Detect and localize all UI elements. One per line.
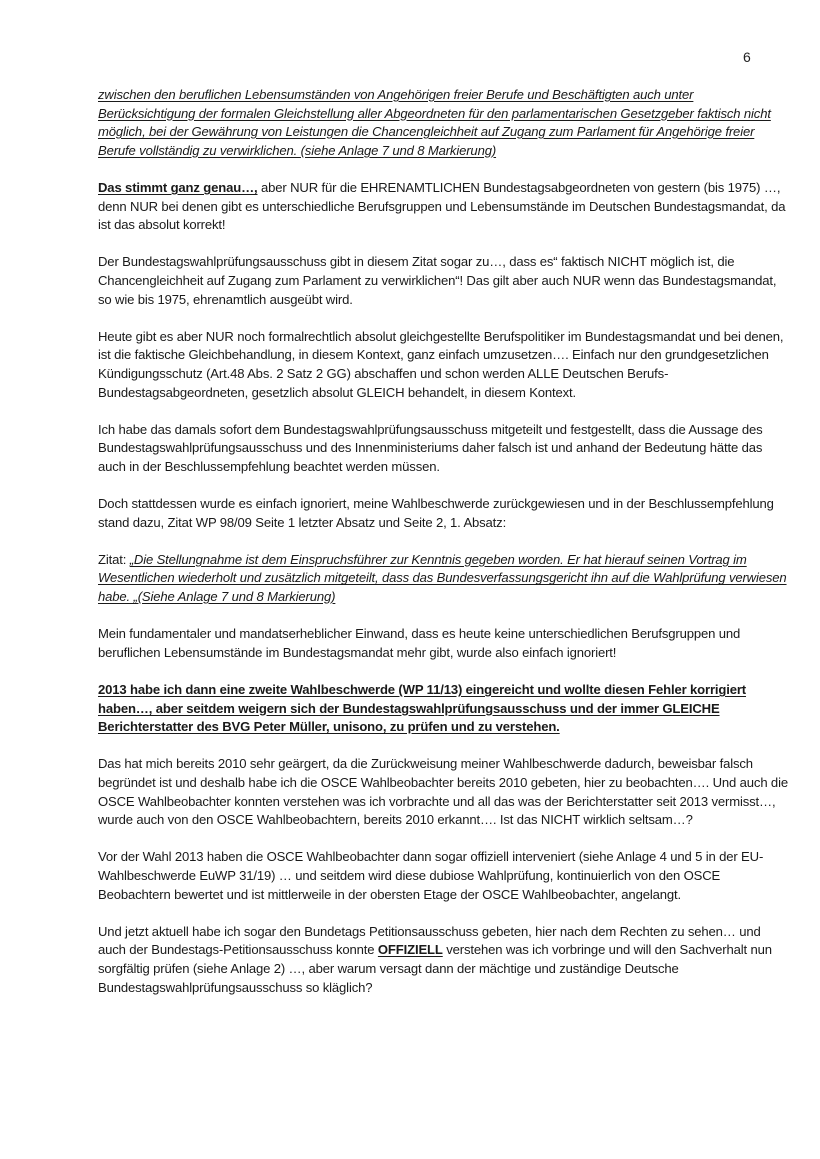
paragraph-text: aber NUR für die EHRENAMTLICHEN Bundestagsabgeordneten von gestern (bis 1975) …, denn NUR bei denen gibt es unterschiedliche Berufsgruppen und Lebensumstände im Deutschen Bundestagsmandat, da ist das absolut korrekt! bbox=[98, 179, 786, 233]
paragraph-heute: Heute gibt es aber NUR noch formalrechtlich absolut gleichgestellte Berufspolitiker im Bundestagsmandat und bei denen, ist die faktische Gleichbehandlung, in diesem Kontext, ganz einfach umzusetzen…. Einfach nur den grundgesetzlichen Kündigungsschutz (Art.48 Abs. 2 Satz 2 GG) abschaffen und schon werden ALLE Deutschen Berufs-Bundestagsabgeordneten, gesetzlich absolut GLEICH behandelt, in diesem Kontext. bbox=[98, 328, 784, 400]
paragraph-text: Und jetzt aktuell habe ich sogar den Bundetags Petitionsausschuss gebeten, hier nach dem Rechten zu sehen… und auch der Bundestags-Petitionsausschuss konnte bbox=[98, 923, 761, 958]
paragraph-osce-2013: Vor der Wahl 2013 haben die OSCE Wahlbeobachter dann sogar offiziell interveniert (siehe Anlage 4 und 5 in der EU- Wahlbeschwerde EuWP 31/19) … und seitdem wird diese dubiose Wahlprüfung, kontinuierlich von den OSCE Beobachtern bewertet und ist mittlerweile in der obersten Etage der OSCE Wahlbeobachter, angelangt. bbox=[98, 849, 764, 902]
emphasis-block: 2013 habe ich dann eine zweite Wahlbeschwerde (WP 11/13) eingereicht und wollte diesen Fehler korrigiert haben…, aber seitdem weigern sich der Bundestagswahlprüfungsausschuss und der immer GLEICHE Berichterstatter des BVG Peter Müller, unisono, zu prüfen und zu verstehen. bbox=[98, 682, 747, 735]
document-body bbox=[98, 86, 788, 1016]
paragraph-mitgeteilt: Ich habe das damals sofort dem Bundestagswahlprüfungsausschuss mitgeteilt und festgestellt, dass die Aussage des Bundestagswahlprüfungsausschuss und des Innenministeriums daher falsch ist und anhand der Bedeutung hätte das auch in der Beschlussempfehlung beachtet werden müssen. bbox=[98, 421, 763, 474]
paragraph-das-stimmt bbox=[98, 179, 788, 235]
emphasis-lead: Das stimmt ganz genau…, bbox=[98, 179, 258, 195]
paragraph-quote-continuation bbox=[98, 86, 788, 160]
underlined-quote: „Die Stellungnahme ist dem Einspruchsführer zur Kenntnis gegeben worden. Er hat hierauf seinen Vortrag im Wesentlichen wiederholt und zusätzlich mitgeteilt, dass das Bundesverfassungsgericht ihn auf die Wahlprüfung verwiesen habe. „(Siehe Anlage 7 und 8 Markierung) bbox=[98, 551, 787, 605]
paragraph-text: verstehen was ich vorbringe und will den Sachverhalt nun sorgfältig prüfen (siehe Anlage 2) …, aber warum versagt dann der mächtige und zuständige Deutsche Bundestagswahlprüfungsausschuss so kläglich? bbox=[98, 942, 772, 995]
underlined-quote: zwischen den beruflichen Lebensumständen von Angehörigen freier Berufe und Beschäftigten auch unter Berücksichtigung der formalen Gleichstellung aller Abgeordneten für den parlamentarischen Gesetzgeber faktisch nicht möglich, bei der Gewährung von Leistungen die Chancengleichheit auf Zugang zum Parlament für Angehörige freier Berufe vollständig zu verwirklichen. (siehe Anlage 7 und 8 Markierung) bbox=[98, 87, 771, 158]
paragraph-ignoriert: Doch stattdessen wurde es einfach ignoriert, meine Wahlbeschwerde zurückgewiesen und in der Beschlussempfehlung stand dazu, Zitat WP 98/09 Seite 1 letzter Absatz und Seite 2, 1. Absatz: bbox=[98, 496, 774, 530]
paragraph-zitat bbox=[98, 551, 788, 607]
paragraph-ausschuss-zitat: Der Bundestagswahlprüfungsausschuss gibt in diesem Zitat sogar zu…, dass es“ faktisch NICHT möglich ist, die Chancengleichheit auf Zugang zum Parlament zu verwirklichen“! Das gilt aber auch NUR wenn das Bundestagsmandat, so wie bis 1975, ehrenamtlich ausgeübt wird. bbox=[98, 254, 777, 307]
emphasis-offiziell: OFFIZIELL bbox=[377, 942, 443, 958]
page-number: 6 bbox=[743, 49, 751, 65]
zitat-label: Zitat: bbox=[98, 551, 130, 567]
paragraph-einwand: Mein fundamentaler und mandatserheblicher Einwand, dass es heute keine unterschiedlichen Berufsgruppen und beruflichen Lebensumstände im Bundestagsmandat mehr gibt, wurde also einfach ignoriert! bbox=[98, 626, 741, 660]
paragraph-petitionsausschuss bbox=[98, 923, 788, 997]
paragraph-2013 bbox=[98, 681, 788, 737]
paragraph-osce-2010: Das hat mich bereits 2010 sehr geärgert, da die Zurückweisung meiner Wahlbeschwerde dadurch, beweisbar falsch begründet ist und deshalb habe ich die OSCE Wahlbeobachter bereits 2010 gebeten, hier zu beobachten…. Und auch die OSCE Wahlbeobachter konnten verstehen was ich vorbrachte und all das was der Berichterstatter seit 2013 vermisst…, wurde auch von den OSCE Wahlbeobachtern, bereits 2010 erkannt…. Ist das NICHT wirklich seltsam…? bbox=[98, 756, 788, 828]
